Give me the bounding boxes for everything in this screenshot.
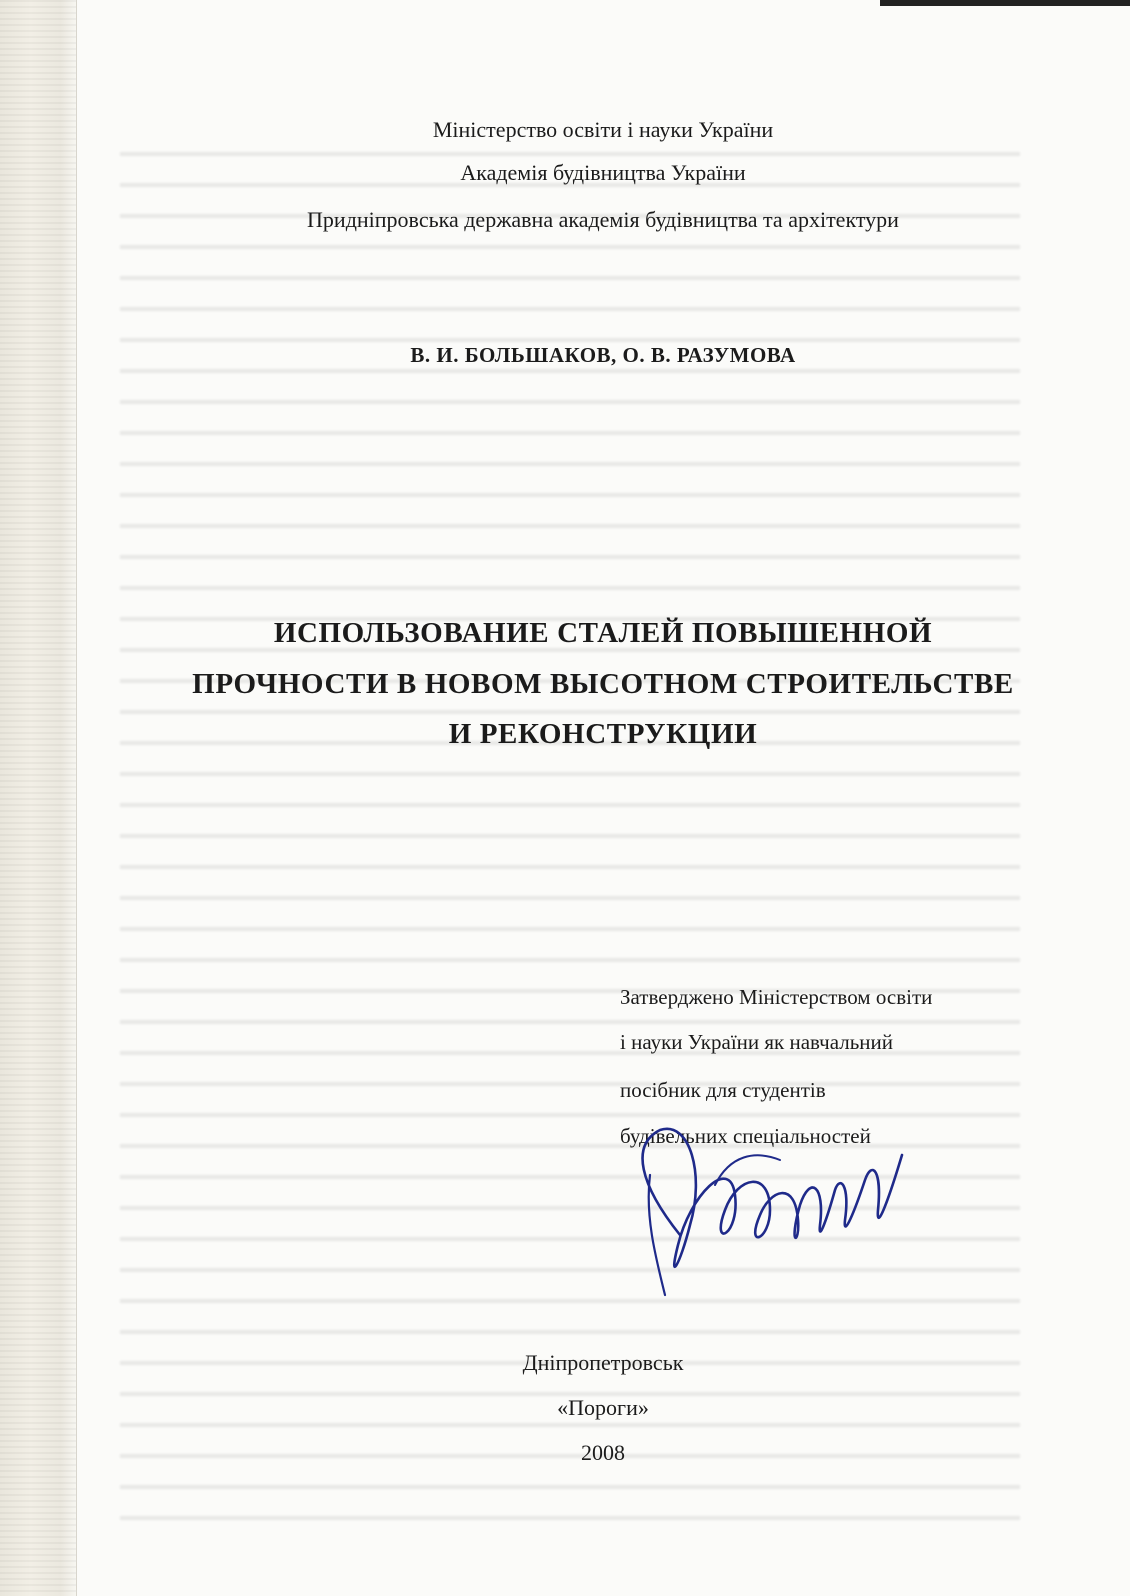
authors: В. И. БОЛЬШАКОВ, О. В. РАЗУМОВА — [410, 343, 796, 367]
imprint-city: Дніпропетровськ — [522, 1350, 684, 1375]
top-edge-rule — [880, 0, 1130, 6]
institution-line: Придніпровська державна академія будівництва та архітектури — [307, 207, 899, 232]
title-line-3: И РЕКОНСТРУКЦИИ — [448, 718, 758, 750]
approval-line-3: посібник для студентів — [620, 1078, 826, 1102]
approval-line-4: будівельних спеціальностей — [620, 1124, 871, 1148]
title-line-1: ИСПОЛЬЗОВАНИЕ СТАЛЕЙ ПОВЫШЕННОЙ — [273, 617, 933, 649]
bleed-through-text — [120, 130, 1020, 1530]
binding-strip — [0, 0, 77, 1596]
imprint-year: 2008 — [581, 1440, 625, 1465]
approval-line-1: Затверджено Міністерством освіти — [620, 985, 933, 1009]
academy-line: Академія будівництва України — [460, 160, 746, 185]
imprint-publisher: «Пороги» — [557, 1395, 649, 1420]
title-line-2: ПРОЧНОСТИ В НОВОМ ВЫСОТНОМ СТРОИТЕЛЬСТВЕ — [192, 668, 1014, 700]
approval-line-2: і науки України як навчальний — [620, 1030, 893, 1054]
signature-icon — [620, 1115, 940, 1315]
ministry-line: Міністерство освіти і науки України — [432, 117, 774, 142]
